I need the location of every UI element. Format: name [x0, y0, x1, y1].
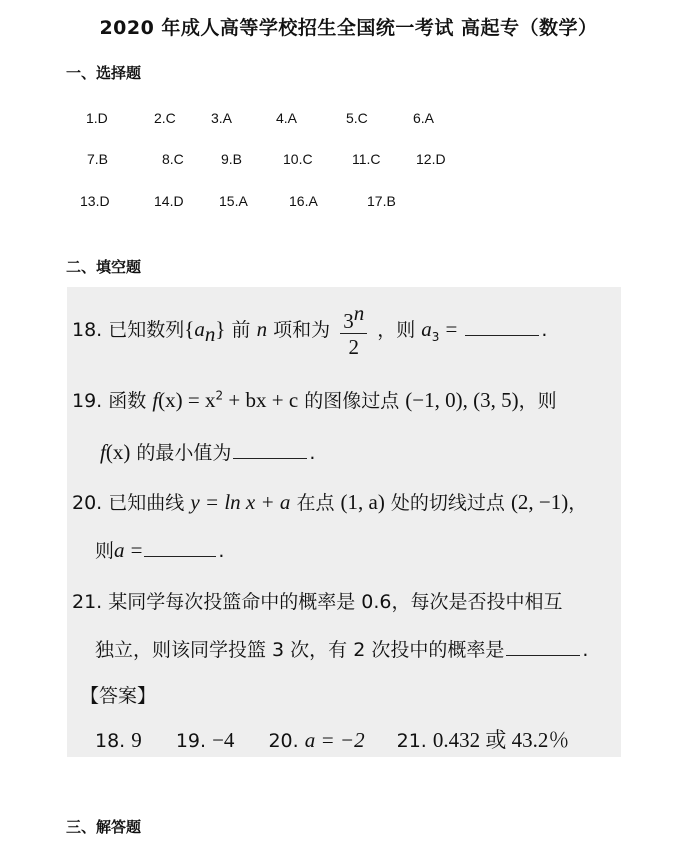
question-20-line2: 则a = .	[95, 538, 225, 562]
choice-answer: 2.C	[154, 110, 176, 126]
section-solve-heading: 三、解答题	[66, 818, 142, 836]
answer-blank	[233, 457, 307, 459]
question-19-line2: f(x) 的最小值为 .	[100, 440, 316, 464]
choice-answer: 14.D	[154, 193, 184, 209]
answer-18: 9	[131, 728, 142, 752]
choice-answer: 15.A	[219, 193, 248, 209]
answer-blank	[506, 654, 580, 656]
choice-answer: 1.D	[86, 110, 108, 126]
section-fill-heading: 二、填空题	[66, 258, 142, 276]
answer-row: 18. 9 19. −4 20. a = −2 21. 0.432 或 43.2％	[95, 728, 570, 752]
choice-answer: 12.D	[416, 151, 446, 167]
choice-answer: 16.A	[289, 193, 318, 209]
answer-21: 0.432 或 43.2％	[432, 728, 570, 752]
choice-answer: 17.B	[367, 193, 396, 209]
question-19: 19. 函数 $f(x) = x^2$ + bx + c 的图像过点 (−1, 0), (3, 5)，则	[72, 388, 557, 412]
question-21: 21. 某同学每次投篮命中的概率是 0.6，每次是否投中相互	[72, 591, 563, 613]
answer-blank	[144, 555, 216, 557]
answer-label: 【答案】	[80, 685, 157, 707]
choice-answer: 6.A	[413, 110, 435, 126]
choice-answer: 3.A	[211, 110, 233, 126]
choice-answer: 4.A	[276, 110, 298, 126]
question-20: 20. 已知曲线 y = ln x + a 在点 (1, a) 处的切线过点 (2, −1)，	[72, 490, 588, 514]
fraction-3n-over-2: $\frac{3^n}{2}$	[340, 301, 367, 360]
choice-answer: 7.B	[87, 151, 109, 167]
answer-19: −4	[212, 728, 235, 752]
choice-answer: 9.B	[221, 151, 243, 167]
section-choice-heading: 一、选择题	[66, 64, 142, 82]
page-title: 2020 年成人高等学校招生全国统一考试 高起专（数学）	[99, 17, 598, 39]
choice-answer: 13.D	[80, 193, 110, 209]
answer-blank	[465, 334, 539, 336]
answer-20: a = −2	[304, 728, 365, 752]
choice-answer: 11.C	[352, 151, 381, 167]
choice-answer: 5.C	[346, 110, 368, 126]
question-21-line2: 独立，则该同学投篮 3 次，有 2 次投中的概率是 .	[95, 639, 589, 661]
question-18: 18. 已知数列$\{a_n\}$ 前 n 项和为 $\frac{3^n}{2}$ ，则 $a_3$ = .	[72, 301, 548, 359]
choice-answer: 10.C	[283, 151, 313, 167]
choice-answer: 8.C	[162, 151, 184, 167]
